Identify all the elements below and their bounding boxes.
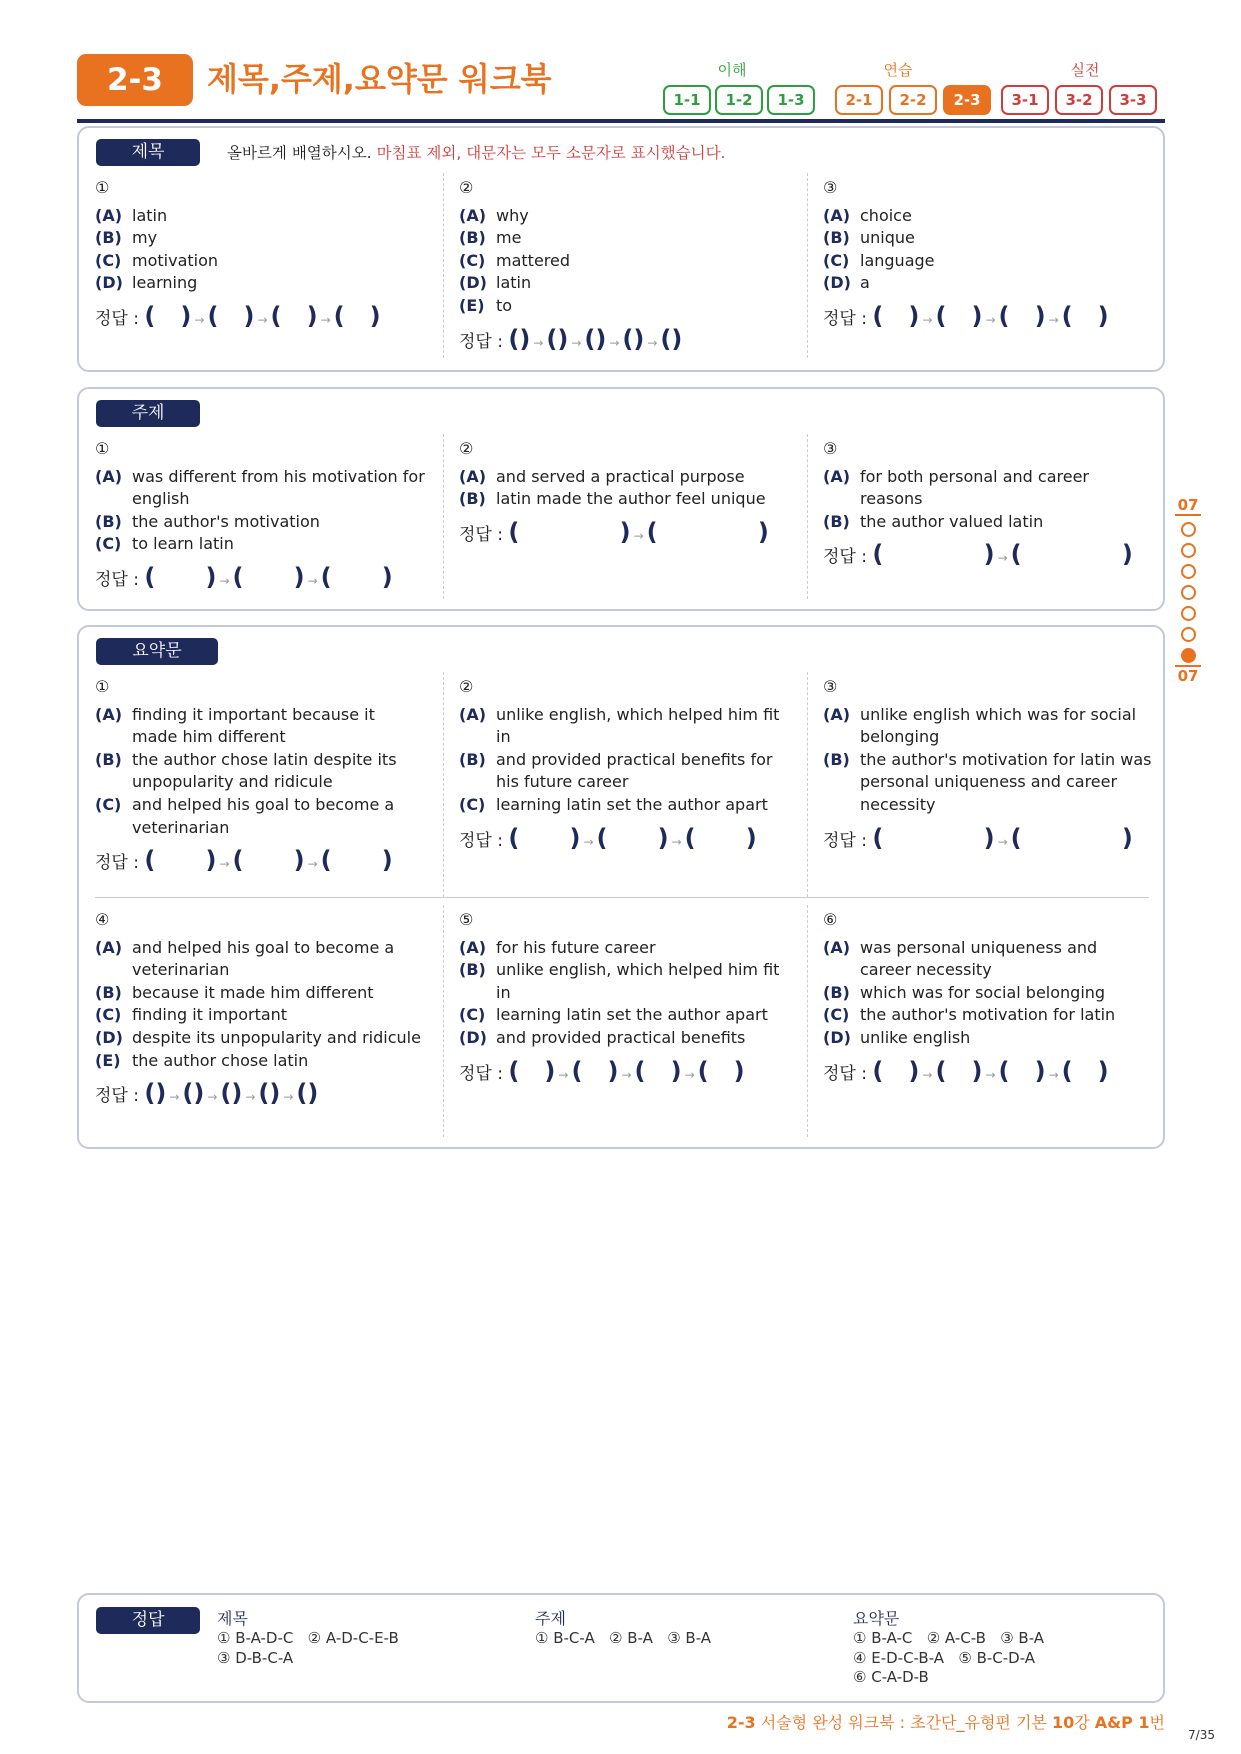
answer-key-theme-values: ① B-C-A ② B-A ③ B-A — [535, 1629, 712, 1647]
arrow-icon: → — [307, 573, 318, 588]
footer-text: 2-3 서술형 완성 워크북 : 초간단_유형편 기본 10강 A&P 1번 — [726, 1713, 1165, 1732]
arrow-icon: → — [571, 335, 582, 350]
arrow-icon: → — [997, 834, 1008, 849]
option-item — [95, 533, 425, 556]
option-item — [823, 982, 1153, 1005]
option-item — [459, 959, 789, 1004]
option-letter: (B) — [459, 749, 486, 769]
option-text: was personal uniqueness and career necessity — [860, 937, 1098, 980]
option-letter: (C) — [459, 1005, 486, 1025]
option-text: unique — [860, 228, 915, 248]
column-divider — [443, 173, 444, 358]
option-letter: (A) — [459, 937, 487, 957]
answer-label: 정답 : — [95, 853, 139, 874]
option-item — [95, 794, 425, 839]
level-3-2[interactable]: 3-2 — [1055, 85, 1103, 115]
answer-blank[interactable]: () — [144, 1079, 167, 1108]
option-text: the author valued latin — [860, 511, 1044, 531]
answer-blank[interactable]: () — [622, 324, 645, 353]
instruction: 올바르게 배열하시오. 마침표 제외, 대문자는 모두 소문자로 표시했습니다. — [227, 144, 726, 162]
option-text: mattered — [496, 250, 571, 270]
answer-blank[interactable]: ( ) — [596, 823, 669, 852]
option-text: motivation — [132, 250, 219, 270]
option-item — [459, 466, 789, 489]
answer-blank[interactable]: ( ) — [872, 823, 995, 852]
answer-label: 정답 : — [823, 308, 867, 329]
option-letter: (D) — [823, 1027, 851, 1047]
answer-line[interactable] — [459, 823, 789, 854]
answer-label: 정답 : — [823, 830, 867, 851]
answer-blank[interactable]: ( ) — [508, 1056, 556, 1085]
answer-line[interactable] — [95, 301, 425, 332]
answer-blank[interactable]: ( ) — [872, 301, 920, 330]
option-item — [459, 272, 789, 295]
answer-label: 정답 : — [95, 308, 139, 329]
option-letter: (D) — [459, 1027, 487, 1047]
question-summary-4: ④ (A) and helped his goal to become a veterinarian (B) because it made him different (C) finding it important (D) despite its unpopularity and ridicule (E) the author chose latin 정답 : () → () → () → () → () — [95, 909, 425, 1109]
section-summary — [77, 625, 1165, 1149]
option-item — [459, 227, 789, 250]
arrow-icon: → — [985, 312, 996, 327]
option-item — [459, 937, 789, 960]
section-tag: 주제 — [96, 400, 200, 427]
option-text: and provided practical benefits for his future career — [496, 749, 773, 792]
option-letter: (A) — [459, 205, 487, 225]
answer-blank[interactable]: () — [584, 324, 607, 353]
arrow-icon: → — [997, 551, 1008, 566]
option-item — [459, 250, 789, 273]
option-letter: (D) — [95, 1027, 123, 1047]
option-text: despite its unpopularity and ridicule — [132, 1027, 421, 1047]
answer-line[interactable] — [823, 301, 1153, 332]
option-text: me — [496, 228, 522, 248]
option-letter: (A) — [823, 937, 851, 957]
arrow-icon: → — [1048, 312, 1059, 327]
option-item — [95, 749, 425, 794]
answer-blank[interactable]: ( ) — [1061, 301, 1109, 330]
answer-line[interactable] — [823, 823, 1153, 854]
question-summary-5: ⑤ (A) for his future career (B) unlike english, which helped him fit in (C) learning latin set the author apart (D) and provided practical benefits 정답 : ( ) → ( ) → ( ) → ( ) — [459, 909, 789, 1086]
option-text: learning latin set the author apart — [496, 794, 768, 814]
option-letter: (A) — [459, 466, 487, 486]
answer-blank[interactable]: ( ) — [1061, 1056, 1109, 1085]
option-text: to learn latin — [132, 534, 234, 554]
option-item — [95, 937, 425, 982]
option-item — [95, 272, 425, 295]
answer-key-title-heading: 제목 — [217, 1609, 248, 1628]
answer-blank[interactable]: ( ) — [935, 301, 983, 330]
option-letter: (B) — [459, 489, 486, 509]
arrow-icon: → — [621, 1067, 632, 1082]
option-item — [823, 272, 1153, 295]
option-text: finding it important — [132, 1005, 288, 1025]
option-letter: (E) — [459, 295, 485, 315]
level-2-3[interactable]: 2-3 — [943, 85, 991, 115]
option-item — [95, 205, 425, 228]
answer-label: 정답 : — [95, 569, 139, 590]
answer-label: 정답 : — [459, 830, 503, 851]
option-item — [823, 937, 1153, 982]
page-dot-6[interactable] — [1181, 627, 1196, 642]
question-title-3: ③ (A) choice (B) unique (C) language (D) a 정답 : ( ) → ( ) → ( ) → ( ) — [823, 177, 1153, 332]
section-tag: 제목 — [96, 139, 200, 166]
option-text: was different from his motivation for english — [132, 466, 425, 509]
level-1-1[interactable]: 1-1 — [663, 85, 711, 115]
answer-blank[interactable]: ( ) — [320, 846, 393, 875]
option-item — [823, 466, 1153, 511]
option-text: the author's motivation for latin — [860, 1005, 1116, 1025]
option-text: latin — [132, 205, 168, 225]
answer-label: 정답 : — [823, 1063, 867, 1084]
answer-blank[interactable]: ( ) — [872, 1056, 920, 1085]
answer-line[interactable] — [459, 1056, 789, 1087]
option-letter: (C) — [95, 794, 122, 814]
question-theme-1: ① (A) was different from his motivation for english (B) the author's motivation (C) to learn latin 정답 : ( ) → ( ) → ( ) — [95, 439, 425, 591]
answer-label: 정답 : — [95, 1086, 139, 1107]
page-header — [77, 52, 1165, 124]
option-letter: (D) — [95, 273, 123, 293]
answer-blank[interactable]: ( ) — [646, 517, 769, 546]
option-letter: (A) — [95, 205, 123, 225]
option-letter: (B) — [95, 228, 122, 248]
answer-key-box — [77, 1593, 1165, 1703]
question-title-1: ① (A) latin (B) my (C) motivation (D) learning 정답 : ( ) → ( ) → ( ) → ( ) — [95, 177, 425, 332]
group-label-real: 실전 — [1070, 61, 1100, 79]
option-letter: (C) — [95, 1005, 122, 1025]
option-letter: (A) — [459, 704, 487, 724]
level-3-3[interactable]: 3-3 — [1109, 85, 1157, 115]
arrow-icon: → — [219, 857, 230, 872]
option-letter: (A) — [95, 937, 123, 957]
option-letter: (C) — [95, 534, 122, 554]
option-item — [823, 205, 1153, 228]
arrow-icon: → — [633, 528, 644, 543]
answer-blank[interactable]: ( ) — [634, 1056, 682, 1085]
option-letter: (E) — [95, 1050, 121, 1070]
arrow-icon: → — [583, 834, 594, 849]
question-theme-2: ② (A) and served a practical purpose (B) latin made the author feel unique 정답 : ( ) → ( ) — [459, 438, 789, 547]
option-text: language — [860, 250, 935, 270]
option-letter: (C) — [459, 250, 486, 270]
column-divider — [443, 905, 444, 1137]
answer-label: 정답 : — [459, 331, 503, 352]
option-letter: (B) — [459, 228, 486, 248]
section-tag: 요약문 — [96, 638, 218, 665]
option-letter: (C) — [459, 794, 486, 814]
option-text: choice — [860, 205, 912, 225]
answer-line[interactable] — [823, 1056, 1153, 1087]
option-text: unlike english — [860, 1027, 971, 1047]
answer-blank[interactable]: ( ) — [144, 846, 217, 875]
option-item — [95, 227, 425, 250]
option-item — [823, 1004, 1153, 1027]
answer-blank[interactable]: () — [182, 1079, 205, 1108]
column-divider — [807, 173, 808, 358]
answer-blank[interactable]: ( ) — [144, 301, 192, 330]
option-letter: (B) — [823, 982, 850, 1002]
answer-line[interactable] — [95, 562, 425, 593]
answer-blank[interactable]: ( ) — [508, 517, 631, 546]
answer-blank[interactable]: ( ) — [207, 301, 255, 330]
question-title-2: ② (A) why (B) me (C) mattered (D) latin (E) to 정답 : () → () → () → () → () — [459, 177, 789, 354]
answer-blank[interactable]: ( ) — [144, 562, 217, 591]
option-letter: (D) — [823, 273, 851, 293]
section-theme — [77, 387, 1165, 611]
arrow-icon: → — [169, 1090, 180, 1105]
option-item — [823, 250, 1153, 273]
option-item — [459, 1004, 789, 1027]
answer-line[interactable] — [95, 1079, 425, 1109]
arrow-icon: → — [283, 1090, 294, 1105]
option-letter: (A) — [823, 466, 851, 486]
arrow-icon: → — [647, 335, 658, 350]
answer-line[interactable] — [459, 517, 789, 548]
option-letter: (B) — [95, 749, 122, 769]
option-text: the author chose latin — [132, 1050, 309, 1070]
answer-blank[interactable]: ( ) — [320, 562, 393, 591]
answer-blank[interactable]: () — [296, 1079, 319, 1108]
answer-line[interactable] — [823, 540, 1153, 570]
option-text: for both personal and career reasons — [860, 466, 1089, 509]
page-dot-1[interactable] — [1181, 522, 1196, 537]
answer-label: 정답 : — [459, 524, 503, 545]
answer-blank[interactable]: ( ) — [333, 301, 381, 330]
answer-line[interactable] — [459, 324, 789, 355]
answer-blank[interactable]: () — [220, 1079, 243, 1108]
option-text: for his future career — [496, 937, 656, 957]
answer-blank[interactable]: ( ) — [571, 1056, 619, 1085]
option-letter: (D) — [459, 273, 487, 293]
option-letter: (C) — [823, 250, 850, 270]
arrow-icon: → — [1048, 1067, 1059, 1082]
option-text: unlike english, which helped him fit in — [496, 704, 780, 747]
page-dot-7-active[interactable] — [1181, 648, 1196, 663]
answer-blank[interactable]: () — [508, 324, 531, 353]
option-text: the author's motivation for latin was personal uniqueness and career necessity — [860, 749, 1152, 814]
answer-blank[interactable]: ( ) — [697, 1056, 745, 1085]
option-item — [823, 511, 1153, 534]
answer-blank[interactable]: ( ) — [872, 540, 995, 569]
side-page-top: 07 — [1175, 496, 1201, 516]
page-number: 7/35 — [1188, 1728, 1215, 1742]
column-divider — [443, 434, 444, 599]
group-label-understand: 이해 — [717, 61, 747, 79]
page-title: 제목,주제,요약문 워크북 — [207, 60, 552, 98]
option-text: and served a practical purpose — [496, 466, 745, 486]
option-text: latin made the author feel unique — [496, 489, 766, 509]
column-divider — [807, 905, 808, 1137]
page-dot-2[interactable] — [1181, 543, 1196, 558]
answer-key-theme-heading: 주제 — [535, 1609, 566, 1628]
option-item — [823, 749, 1153, 817]
option-letter: (A) — [95, 466, 123, 486]
option-letter: (C) — [823, 1005, 850, 1025]
answer-blank[interactable]: ( ) — [232, 562, 305, 591]
option-text: my — [132, 228, 158, 248]
arrow-icon: → — [194, 312, 205, 327]
option-item — [823, 704, 1153, 749]
arrow-icon: → — [684, 1067, 695, 1082]
answer-key-summary-heading: 요약문 — [853, 1609, 900, 1628]
question-theme-3: ③ (A) for both personal and career reasons (B) the author valued latin 정답 : ( ) → ( ) — [823, 438, 1153, 570]
answer-blank[interactable]: ( ) — [1010, 540, 1133, 569]
option-text: the author's motivation — [132, 511, 320, 531]
arrow-icon: → — [985, 1067, 996, 1082]
answer-label: 정답 : — [823, 547, 867, 568]
level-2-2[interactable]: 2-2 — [889, 85, 937, 115]
option-text: unlike english, which helped him fit in — [496, 960, 780, 1002]
option-text: latin — [496, 273, 532, 293]
option-item — [95, 1027, 425, 1050]
lesson-badge: 2-3 — [77, 54, 193, 106]
arrow-icon: → — [922, 1067, 933, 1082]
arrow-icon: → — [533, 335, 544, 350]
answer-key-tag: 정답 — [96, 1607, 200, 1634]
column-divider — [807, 672, 808, 897]
section-title — [77, 126, 1165, 372]
level-2-1[interactable]: 2-1 — [835, 85, 883, 115]
option-letter: (B) — [95, 982, 122, 1002]
side-page-nav — [1175, 496, 1201, 685]
answer-blank[interactable]: ( ) — [684, 823, 757, 852]
column-divider — [443, 672, 444, 897]
option-item — [459, 295, 789, 318]
option-item — [459, 1027, 789, 1050]
question-summary-6: ⑥ (A) was personal uniqueness and career necessity (B) which was for social belonging (C) the author's motivation for latin (D) unlike english 정답 : ( ) → ( ) → ( ) → ( ) — [823, 909, 1153, 1086]
question-summary-1: ① (A) finding it important because it made him different (B) the author chose latin despite its unpopularity and ridicule (C) and helped his goal to become a veterinarian 정답 : ( ) → ( ) → ( ) — [95, 676, 425, 876]
question-summary-3: ③ (A) unlike english which was for social belonging (B) the author's motivation for latin was personal uniqueness and career necessity 정답 : ( ) → ( ) — [823, 677, 1152, 852]
question-summary-2: ② (A) unlike english, which helped him fit in (B) and provided practical benefits for his future career (C) learning latin set the author apart 정답 : ( ) → ( ) → ( ) — [459, 676, 789, 853]
option-text: and provided practical benefits — [496, 1027, 746, 1047]
arrow-icon: → — [320, 312, 331, 327]
answer-blank[interactable]: ( ) — [998, 1056, 1046, 1085]
option-text: and helped his goal to become a veterinarian — [132, 937, 395, 980]
option-item — [459, 704, 789, 749]
answer-key-title-values: ① B-A-D-C ② A-D-C-E-B ③ D-B-C-A — [217, 1629, 399, 1667]
option-item — [459, 488, 789, 511]
option-text: and helped his goal to become a veterinarian — [132, 794, 395, 837]
option-item — [459, 205, 789, 228]
answer-blank[interactable]: ( ) — [232, 846, 305, 875]
option-item — [95, 511, 425, 534]
option-letter: (A) — [823, 704, 851, 724]
option-letter: (B) — [823, 749, 850, 769]
option-letter: (B) — [823, 511, 850, 531]
arrow-icon: → — [671, 834, 682, 849]
level-3-1[interactable]: 3-1 — [1001, 85, 1049, 115]
option-text: unlike english which was for social belonging — [860, 704, 1137, 747]
arrow-icon: → — [219, 573, 230, 588]
answer-blank[interactable]: () — [258, 1079, 281, 1108]
group-label-practice: 연습 — [883, 61, 913, 79]
row-divider — [95, 897, 1149, 898]
answer-blank[interactable]: ( ) — [270, 301, 318, 330]
arrow-icon: → — [922, 312, 933, 327]
option-letter: (B) — [823, 228, 850, 248]
page-dot-4[interactable] — [1181, 585, 1196, 600]
option-item — [823, 1027, 1153, 1050]
page-dot-5[interactable] — [1181, 606, 1196, 621]
header-divider — [77, 119, 1165, 123]
option-letter: (A) — [823, 205, 851, 225]
arrow-icon: → — [558, 1067, 569, 1082]
page-dot-3[interactable] — [1181, 564, 1196, 579]
arrow-icon: → — [245, 1090, 256, 1105]
option-text: why — [496, 205, 529, 225]
option-text: a — [860, 273, 870, 293]
level-1-3[interactable]: 1-3 — [767, 85, 815, 115]
option-text: to — [496, 295, 513, 315]
option-item — [823, 227, 1153, 250]
option-item — [459, 749, 789, 794]
option-item — [459, 794, 789, 817]
option-item — [95, 1004, 425, 1027]
arrow-icon: → — [257, 312, 268, 327]
option-text: which was for social belonging — [860, 982, 1106, 1002]
option-letter: (A) — [95, 704, 123, 724]
answer-blank[interactable]: ( ) — [998, 301, 1046, 330]
option-item — [95, 250, 425, 273]
option-text: learning — [132, 273, 198, 293]
arrow-icon: → — [307, 857, 318, 872]
option-item — [95, 1050, 425, 1073]
arrow-icon: → — [609, 335, 620, 350]
answer-label: 정답 : — [459, 1063, 503, 1084]
option-text: the author chose latin despite its unpopularity and ridicule — [132, 749, 397, 792]
option-letter: (B) — [95, 511, 122, 531]
answer-blank[interactable]: ( ) — [508, 823, 581, 852]
answer-blank[interactable]: ( ) — [1010, 823, 1133, 852]
option-text: learning latin set the author apart — [496, 1005, 768, 1025]
arrow-icon: → — [207, 1090, 218, 1105]
option-text: finding it important because it made him different — [132, 704, 375, 747]
option-item — [95, 704, 425, 749]
column-divider — [807, 434, 808, 599]
side-page-bottom: 07 — [1175, 665, 1201, 685]
answer-blank[interactable]: () — [660, 324, 683, 353]
answer-blank[interactable]: () — [546, 324, 569, 353]
answer-line[interactable] — [95, 846, 425, 876]
level-1-2[interactable]: 1-2 — [715, 85, 763, 115]
option-item — [95, 982, 425, 1005]
option-text: because it made him different — [132, 982, 374, 1002]
answer-key-summary-values: ① B-A-C ② A-C-B ③ B-A ④ E-D-C-B-A ⑤ B-C-D-A ⑥ C-A-D-B — [853, 1629, 1045, 1686]
option-letter: (C) — [95, 250, 122, 270]
option-item — [95, 466, 425, 511]
answer-blank[interactable]: ( ) — [935, 1056, 983, 1085]
option-letter: (B) — [459, 960, 486, 980]
